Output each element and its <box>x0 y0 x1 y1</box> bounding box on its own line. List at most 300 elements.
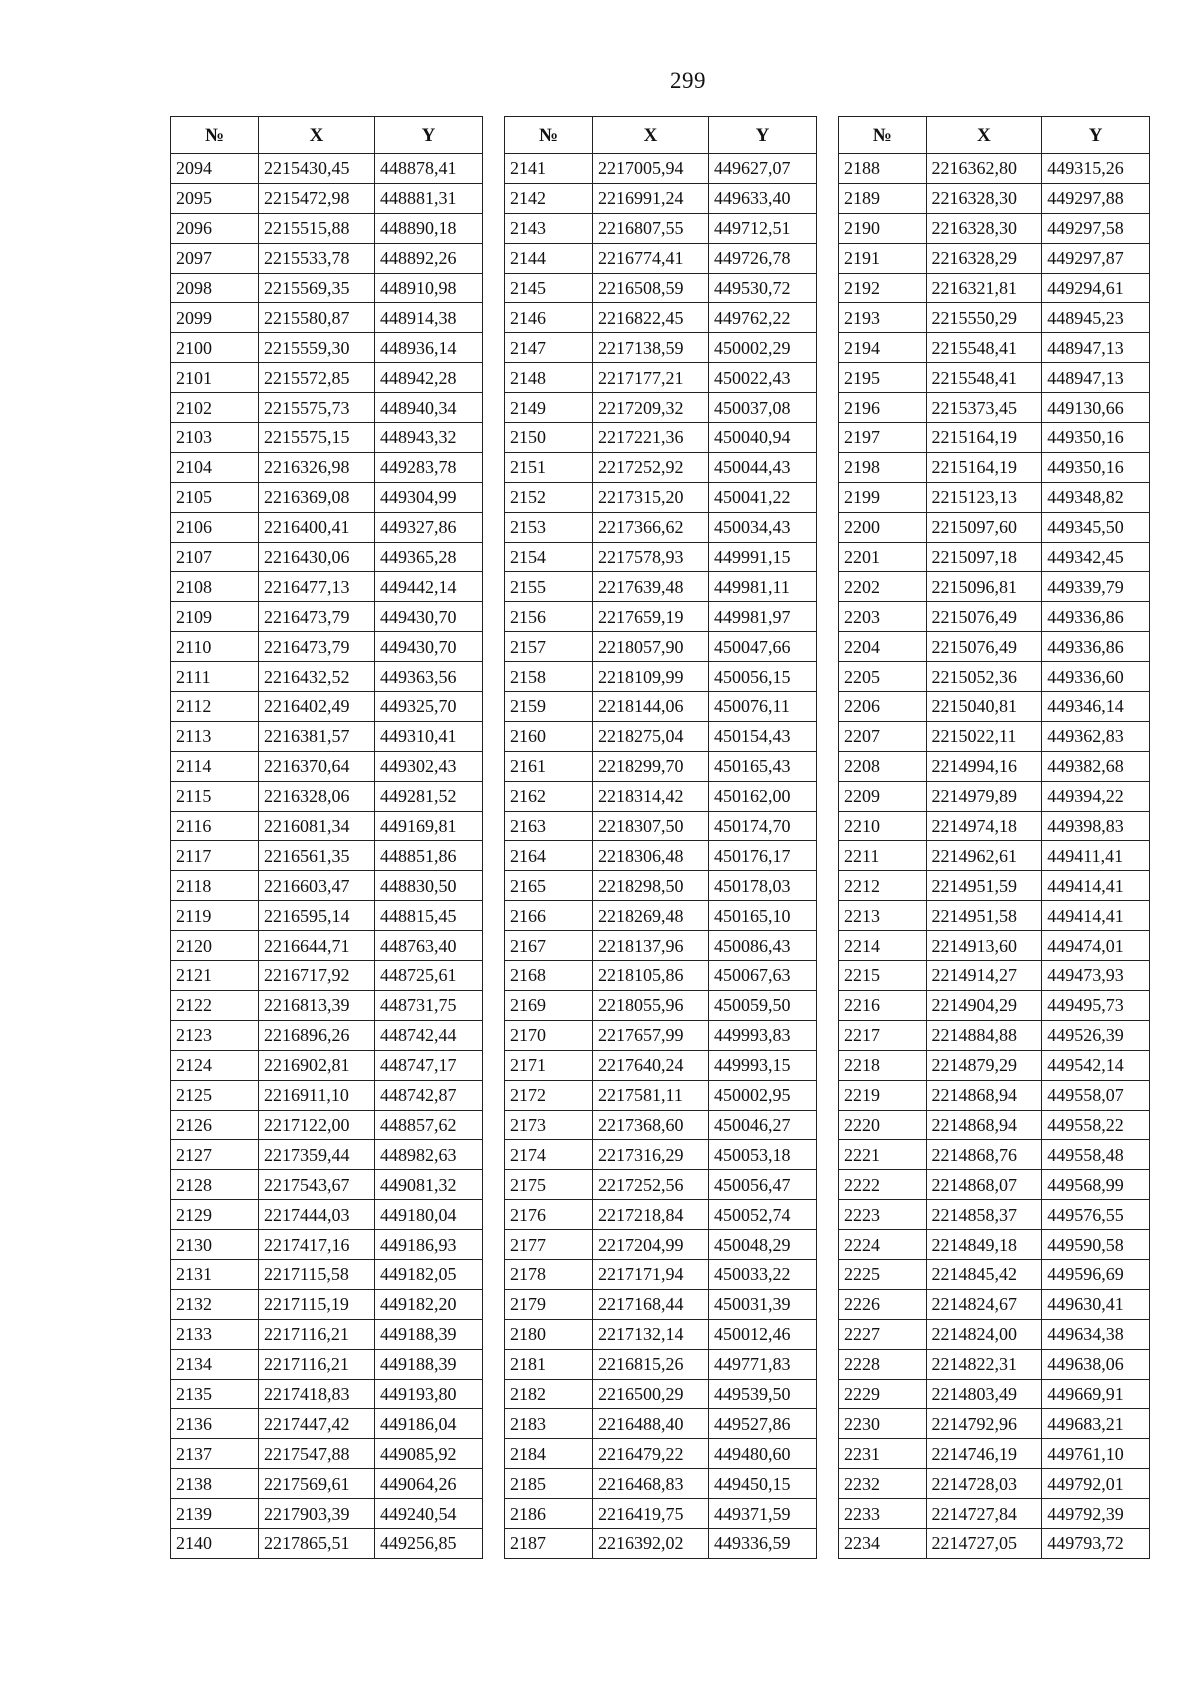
y-coordinate-cell: 449365,28 <box>375 542 483 572</box>
y-coordinate-cell: 450067,63 <box>709 961 817 991</box>
x-coordinate-cell: 2216328,29 <box>926 243 1042 273</box>
table-row <box>171 482 483 512</box>
table-row <box>839 841 1150 871</box>
table-row <box>839 542 1150 572</box>
y-coordinate-cell: 449991,15 <box>709 542 817 572</box>
y-coordinate-cell: 448830,50 <box>375 871 483 901</box>
table-row <box>839 512 1150 542</box>
y-coordinate-cell: 449064,26 <box>375 1469 483 1499</box>
y-coordinate-cell: 448947,13 <box>1042 333 1150 363</box>
table-row <box>171 572 483 602</box>
x-coordinate-cell: 2215076,49 <box>926 632 1042 662</box>
x-coordinate-cell: 2214951,59 <box>926 871 1042 901</box>
table-row <box>171 1110 483 1140</box>
table-row <box>839 1379 1150 1409</box>
x-coordinate-cell: 2217640,24 <box>593 1050 709 1080</box>
table-row <box>505 1080 817 1110</box>
y-coordinate-cell: 449726,78 <box>709 243 817 273</box>
coordinate-table-2 <box>504 116 817 1559</box>
y-coordinate-cell: 449281,52 <box>375 781 483 811</box>
point-number-cell: 2110 <box>171 632 259 662</box>
x-coordinate-cell: 2217366,62 <box>593 512 709 542</box>
point-number-cell: 2233 <box>839 1499 927 1529</box>
table-row <box>505 931 817 961</box>
x-coordinate-cell: 2217543,67 <box>259 1170 375 1200</box>
x-coordinate-cell: 2217138,59 <box>593 333 709 363</box>
y-coordinate-cell: 448815,45 <box>375 901 483 931</box>
y-coordinate-cell: 450165,43 <box>709 751 817 781</box>
x-coordinate-cell: 2214868,94 <box>926 1080 1042 1110</box>
x-coordinate-cell: 2217209,32 <box>593 393 709 423</box>
x-coordinate-cell: 2217168,44 <box>593 1289 709 1319</box>
table-row <box>171 1379 483 1409</box>
x-coordinate-cell: 2216603,47 <box>259 871 375 901</box>
table-row <box>171 721 483 751</box>
point-number-cell: 2221 <box>839 1140 927 1170</box>
x-coordinate-cell: 2216488,40 <box>593 1409 709 1439</box>
y-coordinate-cell: 449558,22 <box>1042 1110 1150 1140</box>
point-number-cell: 2185 <box>505 1469 593 1499</box>
table-row <box>839 1499 1150 1529</box>
y-coordinate-cell: 448878,41 <box>375 154 483 184</box>
point-number-cell: 2209 <box>839 781 927 811</box>
x-coordinate-cell: 2217171,94 <box>593 1259 709 1289</box>
x-coordinate-cell: 2214845,42 <box>926 1259 1042 1289</box>
y-coordinate-cell: 449480,60 <box>709 1439 817 1469</box>
y-coordinate-cell: 450154,43 <box>709 721 817 751</box>
y-coordinate-cell: 450031,39 <box>709 1289 817 1319</box>
point-number-cell: 2194 <box>839 333 927 363</box>
x-coordinate-cell: 2216081,34 <box>259 811 375 841</box>
point-number-cell: 2186 <box>505 1499 593 1529</box>
y-coordinate-cell: 449771,83 <box>709 1349 817 1379</box>
x-coordinate-cell: 2214884,88 <box>926 1020 1042 1050</box>
x-coordinate-cell: 2214951,58 <box>926 901 1042 931</box>
x-coordinate-cell: 2216370,64 <box>259 751 375 781</box>
y-coordinate-cell: 449761,10 <box>1042 1439 1150 1469</box>
point-number-cell: 2187 <box>505 1528 593 1558</box>
y-coordinate-cell: 450002,95 <box>709 1080 817 1110</box>
point-number-cell: 2158 <box>505 662 593 692</box>
x-coordinate-cell: 2218144,06 <box>593 692 709 722</box>
header-number: № <box>505 117 593 154</box>
table-row <box>839 183 1150 213</box>
y-coordinate-cell: 449669,91 <box>1042 1379 1150 1409</box>
y-coordinate-cell: 448942,28 <box>375 363 483 393</box>
y-coordinate-cell: 449634,38 <box>1042 1319 1150 1349</box>
table-row <box>505 303 817 333</box>
x-coordinate-cell: 2217659,19 <box>593 602 709 632</box>
header-y: Y <box>375 117 483 154</box>
x-coordinate-cell: 2216561,35 <box>259 841 375 871</box>
table-row <box>171 393 483 423</box>
y-coordinate-cell: 449627,07 <box>709 154 817 184</box>
table-row <box>505 273 817 303</box>
x-coordinate-cell: 2217316,29 <box>593 1140 709 1170</box>
y-coordinate-cell: 449346,14 <box>1042 692 1150 722</box>
y-coordinate-cell: 449981,97 <box>709 602 817 632</box>
y-coordinate-cell: 450034,43 <box>709 512 817 542</box>
table-row <box>171 990 483 1020</box>
point-number-cell: 2189 <box>839 183 927 213</box>
table-row <box>171 811 483 841</box>
point-number-cell: 2178 <box>505 1259 593 1289</box>
y-coordinate-cell: 450047,66 <box>709 632 817 662</box>
point-number-cell: 2139 <box>171 1499 259 1529</box>
x-coordinate-cell: 2215123,13 <box>926 482 1042 512</box>
point-number-cell: 2226 <box>839 1289 927 1319</box>
point-number-cell: 2219 <box>839 1080 927 1110</box>
table-row <box>505 1379 817 1409</box>
point-number-cell: 2181 <box>505 1349 593 1379</box>
x-coordinate-cell: 2217418,83 <box>259 1379 375 1409</box>
x-coordinate-cell: 2216392,02 <box>593 1528 709 1558</box>
point-number-cell: 2171 <box>505 1050 593 1080</box>
table-row <box>171 1200 483 1230</box>
y-coordinate-cell: 449474,01 <box>1042 931 1150 961</box>
y-coordinate-cell: 448731,75 <box>375 990 483 1020</box>
point-number-cell: 2211 <box>839 841 927 871</box>
point-number-cell: 2231 <box>839 1439 927 1469</box>
table-row <box>171 452 483 482</box>
y-coordinate-cell: 449596,69 <box>1042 1259 1150 1289</box>
y-coordinate-cell: 449182,20 <box>375 1289 483 1319</box>
table-row <box>505 901 817 931</box>
point-number-cell: 2094 <box>171 154 259 184</box>
x-coordinate-cell: 2215575,15 <box>259 423 375 453</box>
x-coordinate-cell: 2218109,99 <box>593 662 709 692</box>
table-row <box>505 1439 817 1469</box>
point-number-cell: 2234 <box>839 1528 927 1558</box>
point-number-cell: 2100 <box>171 333 259 363</box>
y-coordinate-cell: 449081,32 <box>375 1170 483 1200</box>
table-row <box>505 751 817 781</box>
y-coordinate-cell: 449336,59 <box>709 1528 817 1558</box>
x-coordinate-cell: 2217657,99 <box>593 1020 709 1050</box>
x-coordinate-cell: 2218306,48 <box>593 841 709 871</box>
point-number-cell: 2131 <box>171 1259 259 1289</box>
x-coordinate-cell: 2215472,98 <box>259 183 375 213</box>
y-coordinate-cell: 450012,46 <box>709 1319 817 1349</box>
table-row <box>839 961 1150 991</box>
point-number-cell: 2175 <box>505 1170 593 1200</box>
x-coordinate-cell: 2214824,67 <box>926 1289 1042 1319</box>
y-coordinate-cell: 449394,22 <box>1042 781 1150 811</box>
table-row <box>505 602 817 632</box>
table-row <box>839 1080 1150 1110</box>
y-coordinate-cell: 449327,86 <box>375 512 483 542</box>
y-coordinate-cell: 450174,70 <box>709 811 817 841</box>
x-coordinate-cell: 2216402,49 <box>259 692 375 722</box>
table-row <box>171 1020 483 1050</box>
x-coordinate-cell: 2216326,98 <box>259 452 375 482</box>
y-coordinate-cell: 449240,54 <box>375 1499 483 1529</box>
point-number-cell: 2099 <box>171 303 259 333</box>
x-coordinate-cell: 2215515,88 <box>259 213 375 243</box>
point-number-cell: 2204 <box>839 632 927 662</box>
table-row <box>505 512 817 542</box>
y-coordinate-cell: 448943,32 <box>375 423 483 453</box>
y-coordinate-cell: 449473,93 <box>1042 961 1150 991</box>
x-coordinate-cell: 2216896,26 <box>259 1020 375 1050</box>
point-number-cell: 2130 <box>171 1230 259 1260</box>
table-row <box>505 781 817 811</box>
x-coordinate-cell: 2215580,87 <box>259 303 375 333</box>
header-x: X <box>926 117 1042 154</box>
point-number-cell: 2206 <box>839 692 927 722</box>
point-number-cell: 2220 <box>839 1110 927 1140</box>
header-number: № <box>171 117 259 154</box>
x-coordinate-cell: 2214746,19 <box>926 1439 1042 1469</box>
x-coordinate-cell: 2217417,16 <box>259 1230 375 1260</box>
table-row <box>505 243 817 273</box>
table-row <box>171 692 483 722</box>
coordinate-table-1 <box>170 116 483 1559</box>
table-row <box>839 1319 1150 1349</box>
table-row <box>839 1050 1150 1080</box>
x-coordinate-cell: 2217252,92 <box>593 452 709 482</box>
table-row <box>839 423 1150 453</box>
x-coordinate-cell: 2216477,13 <box>259 572 375 602</box>
x-coordinate-cell: 2218105,86 <box>593 961 709 991</box>
table-row <box>839 781 1150 811</box>
table-row <box>839 213 1150 243</box>
table-row <box>505 482 817 512</box>
point-number-cell: 2167 <box>505 931 593 961</box>
point-number-cell: 2180 <box>505 1319 593 1349</box>
y-coordinate-cell: 450162,00 <box>709 781 817 811</box>
table-row <box>839 1230 1150 1260</box>
x-coordinate-cell: 2214727,84 <box>926 1499 1042 1529</box>
point-number-cell: 2111 <box>171 662 259 692</box>
y-coordinate-cell: 449450,15 <box>709 1469 817 1499</box>
table-row <box>839 871 1150 901</box>
point-number-cell: 2177 <box>505 1230 593 1260</box>
y-coordinate-cell: 449310,41 <box>375 721 483 751</box>
y-coordinate-cell: 449411,41 <box>1042 841 1150 871</box>
y-coordinate-cell: 450044,43 <box>709 452 817 482</box>
table-row <box>171 632 483 662</box>
table-row <box>839 1289 1150 1319</box>
point-number-cell: 2145 <box>505 273 593 303</box>
table-row <box>171 751 483 781</box>
x-coordinate-cell: 2215097,18 <box>926 542 1042 572</box>
y-coordinate-cell: 449193,80 <box>375 1379 483 1409</box>
x-coordinate-cell: 2218275,04 <box>593 721 709 751</box>
x-coordinate-cell: 2216911,10 <box>259 1080 375 1110</box>
point-number-cell: 2182 <box>505 1379 593 1409</box>
x-coordinate-cell: 2217315,20 <box>593 482 709 512</box>
x-coordinate-cell: 2216328,30 <box>926 213 1042 243</box>
y-coordinate-cell: 448947,13 <box>1042 363 1150 393</box>
x-coordinate-cell: 2216430,06 <box>259 542 375 572</box>
y-coordinate-cell: 449495,73 <box>1042 990 1150 1020</box>
x-coordinate-cell: 2216815,26 <box>593 1349 709 1379</box>
point-number-cell: 2125 <box>171 1080 259 1110</box>
point-number-cell: 2191 <box>839 243 927 273</box>
table-row <box>839 1469 1150 1499</box>
x-coordinate-cell: 2214824,00 <box>926 1319 1042 1349</box>
x-coordinate-cell: 2217116,21 <box>259 1349 375 1379</box>
x-coordinate-cell: 2216813,39 <box>259 990 375 1020</box>
x-coordinate-cell: 2215569,35 <box>259 273 375 303</box>
x-coordinate-cell: 2217218,84 <box>593 1200 709 1230</box>
x-coordinate-cell: 2217115,58 <box>259 1259 375 1289</box>
point-number-cell: 2103 <box>171 423 259 453</box>
point-number-cell: 2104 <box>171 452 259 482</box>
point-number-cell: 2107 <box>171 542 259 572</box>
point-number-cell: 2225 <box>839 1259 927 1289</box>
x-coordinate-cell: 2218299,70 <box>593 751 709 781</box>
y-coordinate-cell: 450041,22 <box>709 482 817 512</box>
point-number-cell: 2162 <box>505 781 593 811</box>
x-coordinate-cell: 2216717,92 <box>259 961 375 991</box>
y-coordinate-cell: 450002,29 <box>709 333 817 363</box>
y-coordinate-cell: 449568,99 <box>1042 1170 1150 1200</box>
point-number-cell: 2230 <box>839 1409 927 1439</box>
point-number-cell: 2224 <box>839 1230 927 1260</box>
point-number-cell: 2121 <box>171 961 259 991</box>
x-coordinate-cell: 2214868,76 <box>926 1140 1042 1170</box>
x-coordinate-cell: 2216369,08 <box>259 482 375 512</box>
table-row <box>839 154 1150 184</box>
table-row <box>505 423 817 453</box>
y-coordinate-cell: 449188,39 <box>375 1349 483 1379</box>
header-number: № <box>839 117 927 154</box>
table-row <box>171 1319 483 1349</box>
point-number-cell: 2096 <box>171 213 259 243</box>
x-coordinate-cell: 2218137,96 <box>593 931 709 961</box>
point-number-cell: 2156 <box>505 602 593 632</box>
table-row <box>505 1170 817 1200</box>
table-row <box>839 1259 1150 1289</box>
point-number-cell: 2165 <box>505 871 593 901</box>
x-coordinate-cell: 2218055,96 <box>593 990 709 1020</box>
point-number-cell: 2143 <box>505 213 593 243</box>
point-number-cell: 2102 <box>171 393 259 423</box>
point-number-cell: 2114 <box>171 751 259 781</box>
table-row <box>505 363 817 393</box>
table-row <box>505 183 817 213</box>
table-row <box>505 1050 817 1080</box>
point-number-cell: 2135 <box>171 1379 259 1409</box>
x-coordinate-cell: 2215076,49 <box>926 602 1042 632</box>
point-number-cell: 2155 <box>505 572 593 602</box>
x-coordinate-cell: 2214728,03 <box>926 1469 1042 1499</box>
table-row <box>505 452 817 482</box>
x-coordinate-cell: 2217252,56 <box>593 1170 709 1200</box>
y-coordinate-cell: 449530,72 <box>709 273 817 303</box>
table-row <box>171 1409 483 1439</box>
x-coordinate-cell: 2215164,19 <box>926 452 1042 482</box>
point-number-cell: 2184 <box>505 1439 593 1469</box>
y-coordinate-cell: 449792,01 <box>1042 1469 1150 1499</box>
y-coordinate-cell: 449558,07 <box>1042 1080 1150 1110</box>
point-number-cell: 2142 <box>505 183 593 213</box>
y-coordinate-cell: 449350,16 <box>1042 423 1150 453</box>
table-row <box>505 333 817 363</box>
table-row <box>171 961 483 991</box>
x-coordinate-cell: 2216508,59 <box>593 273 709 303</box>
table-row <box>839 1528 1150 1558</box>
point-number-cell: 2217 <box>839 1020 927 1050</box>
table-row <box>839 1170 1150 1200</box>
y-coordinate-cell: 449590,58 <box>1042 1230 1150 1260</box>
x-coordinate-cell: 2216644,71 <box>259 931 375 961</box>
table-row <box>839 572 1150 602</box>
point-number-cell: 2179 <box>505 1289 593 1319</box>
point-number-cell: 2137 <box>171 1439 259 1469</box>
point-number-cell: 2164 <box>505 841 593 871</box>
table-row <box>505 542 817 572</box>
table-row <box>505 632 817 662</box>
y-coordinate-cell: 448763,40 <box>375 931 483 961</box>
table-row <box>505 213 817 243</box>
y-coordinate-cell: 449430,70 <box>375 602 483 632</box>
table-row <box>839 303 1150 333</box>
y-coordinate-cell: 449336,86 <box>1042 632 1150 662</box>
y-coordinate-cell: 449630,41 <box>1042 1289 1150 1319</box>
x-coordinate-cell: 2215430,45 <box>259 154 375 184</box>
point-number-cell: 2152 <box>505 482 593 512</box>
y-coordinate-cell: 450086,43 <box>709 931 817 961</box>
x-coordinate-cell: 2216362,80 <box>926 154 1042 184</box>
table-row <box>505 1409 817 1439</box>
y-coordinate-cell: 449527,86 <box>709 1409 817 1439</box>
y-coordinate-cell: 448742,44 <box>375 1020 483 1050</box>
table-row <box>171 1050 483 1080</box>
x-coordinate-cell: 2217005,94 <box>593 154 709 184</box>
y-coordinate-cell: 448914,38 <box>375 303 483 333</box>
header-y: Y <box>1042 117 1150 154</box>
point-number-cell: 2190 <box>839 213 927 243</box>
y-coordinate-cell: 448945,23 <box>1042 303 1150 333</box>
x-coordinate-cell: 2218307,50 <box>593 811 709 841</box>
y-coordinate-cell: 450056,15 <box>709 662 817 692</box>
x-coordinate-cell: 2215373,45 <box>926 393 1042 423</box>
table-row <box>839 721 1150 751</box>
point-number-cell: 2210 <box>839 811 927 841</box>
x-coordinate-cell: 2217115,19 <box>259 1289 375 1319</box>
point-number-cell: 2168 <box>505 961 593 991</box>
table-row <box>171 841 483 871</box>
x-coordinate-cell: 2215550,29 <box>926 303 1042 333</box>
table-row <box>505 1230 817 1260</box>
point-number-cell: 2148 <box>505 363 593 393</box>
table-row <box>505 1200 817 1230</box>
x-coordinate-cell: 2214822,31 <box>926 1349 1042 1379</box>
point-number-cell: 2173 <box>505 1110 593 1140</box>
x-coordinate-cell: 2215164,19 <box>926 423 1042 453</box>
y-coordinate-cell: 450053,18 <box>709 1140 817 1170</box>
y-coordinate-cell: 449362,83 <box>1042 721 1150 751</box>
x-coordinate-cell: 2214803,49 <box>926 1379 1042 1409</box>
y-coordinate-cell: 449336,86 <box>1042 602 1150 632</box>
table-row <box>839 901 1150 931</box>
table-row <box>171 602 483 632</box>
x-coordinate-cell: 2217359,44 <box>259 1140 375 1170</box>
point-number-cell: 2214 <box>839 931 927 961</box>
x-coordinate-cell: 2217581,11 <box>593 1080 709 1110</box>
y-coordinate-cell: 449382,68 <box>1042 751 1150 781</box>
table-row <box>171 1499 483 1529</box>
y-coordinate-cell: 448851,86 <box>375 841 483 871</box>
table-row <box>171 1230 483 1260</box>
table-row <box>839 1110 1150 1140</box>
table-row <box>839 990 1150 1020</box>
point-number-cell: 2196 <box>839 393 927 423</box>
point-number-cell: 2109 <box>171 602 259 632</box>
